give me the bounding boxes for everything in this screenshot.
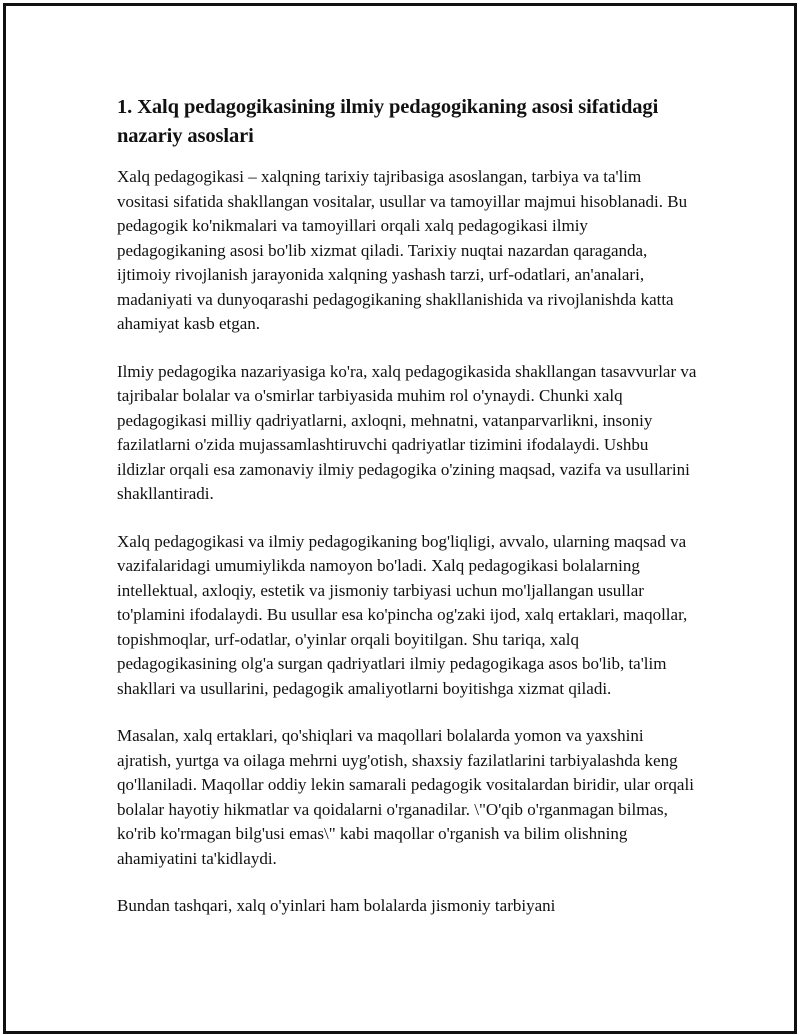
document-body [117,93,697,942]
paragraph-1: Xalq pedagogikasi – xalqning tarixiy tajribasiga asoslangan, tarbiya va ta'lim vositasi sifatida shakllangan vositalar, usullar va tamoyillar majmui hisoblanadi. Bu pedagogik ko'nikmalari va tamoyillari orqali xalq pedagogikasi ilmiy pedagogikaning asosi bo'lib xizmat qiladi. Tarixiy nuqtai nazardan qaraganda, ijtimoiy rivojlanish jarayonida xalqning yashash tarzi, urf-odatlari, an'analari, madaniyati va dunyoqarashi pedagogikaning shakllanishida va rivojlanishda katta ahamiyat kasb etgan. [117,167,688,333]
paragraph-3: Xalq pedagogikasi va ilmiy pedagogikaning bog'liqligi, avvalo, ularning maqsad va vazifalaridagi umumiylikda namoyon bo'ladi. Xalq pedagogikasi bolalarning intellektual, axloqiy, estetik va jismoniy tarbiyasi uchun mo'ljallangan usullar to'plamini ifodalaydi. Bu usullar esa ko'pincha og'zaki ijod, xalq ertaklari, maqollar, topishmoqlar, urf-odatlar, o'yinlar orqali boyitilgan. Shu tariqa, xalq pedagogikasining olg'a surgan qadriyatlari ilmiy pedagogikaga asos bo'lib, ta'lim shakllari va usullarini, pedagogik amaliyotlarni boyitishga xizmat qiladi. [117,531,688,698]
paragraph-4: Masalan, xalq ertaklari, qo'shiqlari va maqollari bolalarda yomon va yaxshini ajratish, yurtga va oilaga mehrni uyg'otish, shaxsiy fazilatlarini tarbiyalashda keng qo'llaniladi. Maqollar oddiy lekin samarali pedagogik vositalardan biridir, ular orqali bolalar hayotiy hikmatlar va qoidalarni o'rganadilar. \"O'qib o'rganmagan bilmas, ko'rib ko'rmagan bilg'usi emas\" kabi maqollar o'rganish va bilim olishning ahamiyatini ta'kidlaydi. [117,726,694,868]
paragraph-2: Ilmiy pedagogika nazariyasiga ko'ra, xalq pedagogikasida shakllangan tasavvurlar va tajribalar bolalar va o'smirlar tarbiyasida muhim rol o'ynaydi. Chunki xalq pedagogikasi milliy qadriyatlarni, axloqni, mehnatni, vatanparvarlikni, insoniy fazilatlarni o'zida mujassamlashtiruvchi qadriyatlar tizimini ifodalaydi. Ushbu ildizlar orqali esa zamonaviy ilmiy pedagogika o'zining maqsad, vazifa va usullarini shakllantiradi. [117,361,697,503]
paragraph-5: Bundan tashqari, xalq o'yinlari ham bolalarda jismoniy tarbiyani [117,896,556,915]
section-heading: 1. Xalq pedagogikasining ilmiy pedagogikaning asosi sifatidagi nazariy asoslari [117,96,659,147]
